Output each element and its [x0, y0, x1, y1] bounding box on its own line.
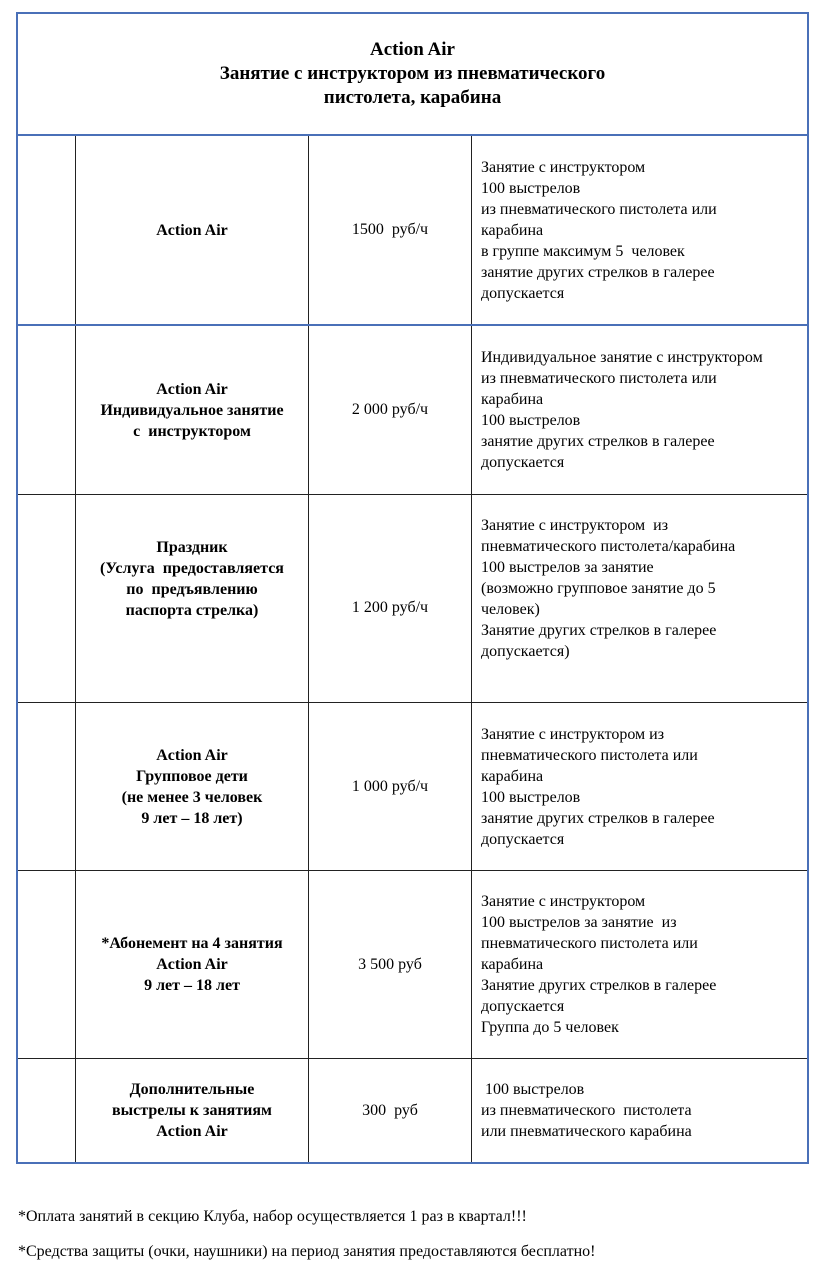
description-line: занятие других стрелков в галерее	[481, 433, 715, 450]
description-line: занятие других стрелков в галерее	[481, 809, 715, 827]
description-line: пневматического пистолета или	[481, 935, 698, 952]
price-value: 3 500 руб	[358, 955, 422, 973]
service-name-line: 9 лет – 18 лет	[144, 977, 240, 994]
service-name-line: выстрелы к занятиям	[112, 1102, 272, 1119]
service-name-cell	[76, 871, 309, 1058]
table-row	[18, 871, 807, 1059]
description-line: (возможно групповое занятие до 5	[481, 580, 716, 597]
price-value: 1500 руб/ч	[351, 221, 429, 238]
description-line: 100 выстрелов	[481, 412, 581, 429]
description-line: из пневматического пистолета или	[481, 370, 717, 387]
row-number-cell	[18, 703, 76, 870]
description-line: 100 выстрелов за занятие	[481, 559, 654, 576]
description-line: занятие других стрелков в галерее	[481, 263, 715, 281]
description-line: карабина	[481, 221, 544, 239]
description-cell	[472, 703, 807, 870]
description-cell	[472, 136, 807, 324]
service-name-line: (Услуга предоставляется	[100, 560, 284, 577]
service-name-line: (не менее 3 человек	[121, 788, 263, 806]
description-line: 100 выстрелов	[481, 179, 581, 197]
description-line: карабина	[481, 767, 544, 785]
service-name-cell	[76, 495, 309, 702]
price-value: 1 000 руб/ч	[351, 777, 429, 795]
service-name-line: Action Air	[156, 380, 228, 398]
description-line: пневматического пистолета или	[481, 746, 698, 764]
description-cell	[472, 1059, 807, 1162]
description-cell	[472, 495, 807, 702]
row-number-cell	[18, 326, 76, 494]
description-line: карабина	[481, 956, 544, 973]
service-name-line: *Абонемент на 4 занятия	[101, 935, 283, 952]
table-row	[18, 326, 807, 495]
row-number-cell	[18, 495, 76, 702]
price-cell	[309, 703, 472, 870]
service-name-line: паспорта стрелка)	[125, 602, 259, 619]
service-name-line: Action Air	[156, 956, 228, 973]
description-line: человек)	[481, 601, 540, 618]
service-name-cell	[76, 136, 309, 324]
service-name-line: Action Air	[156, 221, 228, 239]
service-name-cell	[76, 703, 309, 870]
description-line: Индивидуальное занятие с инструктором	[481, 349, 763, 366]
service-name-cell	[76, 1059, 309, 1162]
description-line: карабина	[481, 391, 544, 408]
description-cell	[472, 871, 807, 1058]
description-line: допускается)	[481, 643, 570, 660]
description-line: Занятие с инструктором	[481, 158, 646, 176]
description-line: допускается	[481, 998, 565, 1015]
footnote-protection: *Средства защиты (очки, наушники) на период занятия предоставляются бесплатно!	[18, 1243, 596, 1260]
description-line: 100 выстрелов	[481, 788, 581, 806]
description-line: Занятие других стрелков в галерее	[481, 622, 717, 639]
service-name-line: 9 лет – 18 лет)	[141, 809, 243, 827]
service-name-cell	[76, 326, 309, 494]
table-row	[18, 495, 807, 703]
service-name-line: Action Air	[156, 746, 228, 764]
service-name-line: Праздник	[156, 539, 228, 556]
title-line: пистолета, карабина	[323, 87, 502, 108]
description-line: Группа до 5 человек	[481, 1019, 619, 1036]
row-number-cell	[18, 1059, 76, 1162]
footnote-payment: *Оплата занятий в секцию Клуба, набор осуществляется 1 раз в квартал!!!	[18, 1208, 527, 1225]
row-number-cell	[18, 871, 76, 1058]
service-name-line: с инструктором	[133, 422, 251, 440]
title-line: Action Air	[370, 39, 455, 60]
description-line: Занятие с инструктором из	[481, 517, 669, 534]
description-line: допускается	[481, 454, 565, 471]
service-name-line: по предъявлению	[126, 581, 258, 598]
row-number-cell	[18, 136, 76, 324]
price-cell	[309, 1059, 472, 1162]
price-cell	[309, 871, 472, 1058]
description-line: из пневматического пистолета или	[481, 200, 717, 218]
description-line: допускается	[481, 284, 565, 302]
table-row	[18, 1059, 807, 1162]
service-name-line: Групповое дети	[136, 767, 248, 785]
description-line: допускается	[481, 830, 565, 848]
price-table	[16, 12, 809, 1164]
price-value: 2 000 руб/ч	[351, 401, 429, 418]
description-line: 100 выстрелов за занятие из	[481, 914, 677, 931]
description-line: Занятие с инструктором из	[481, 725, 665, 743]
price-cell	[309, 326, 472, 494]
service-name-line: Индивидуальное занятие	[100, 401, 284, 419]
table-row	[18, 703, 807, 871]
description-cell	[472, 326, 807, 494]
description-line: в группе максимум 5 человек	[481, 242, 685, 260]
description-line: или пневматического карабина	[481, 1123, 692, 1140]
description-line: пневматического пистолета/карабина	[481, 538, 736, 555]
table-row	[18, 136, 807, 326]
price-value: 1 200 руб/ч	[351, 599, 429, 616]
service-name-line: Action Air	[156, 1123, 228, 1140]
description-line: Занятие других стрелков в галерее	[481, 977, 717, 994]
description-line: из пневматического пистолета	[481, 1102, 692, 1119]
service-name-line: Дополнительные	[129, 1081, 255, 1098]
title-line: Занятие с инструктором из пневматического	[219, 63, 606, 84]
table-title	[18, 14, 807, 136]
price-cell	[309, 136, 472, 324]
price-value: 300 руб	[362, 1101, 418, 1119]
price-cell	[309, 495, 472, 702]
description-line: Занятие с инструктором	[481, 893, 646, 910]
description-line: 100 выстрелов	[481, 1081, 585, 1098]
